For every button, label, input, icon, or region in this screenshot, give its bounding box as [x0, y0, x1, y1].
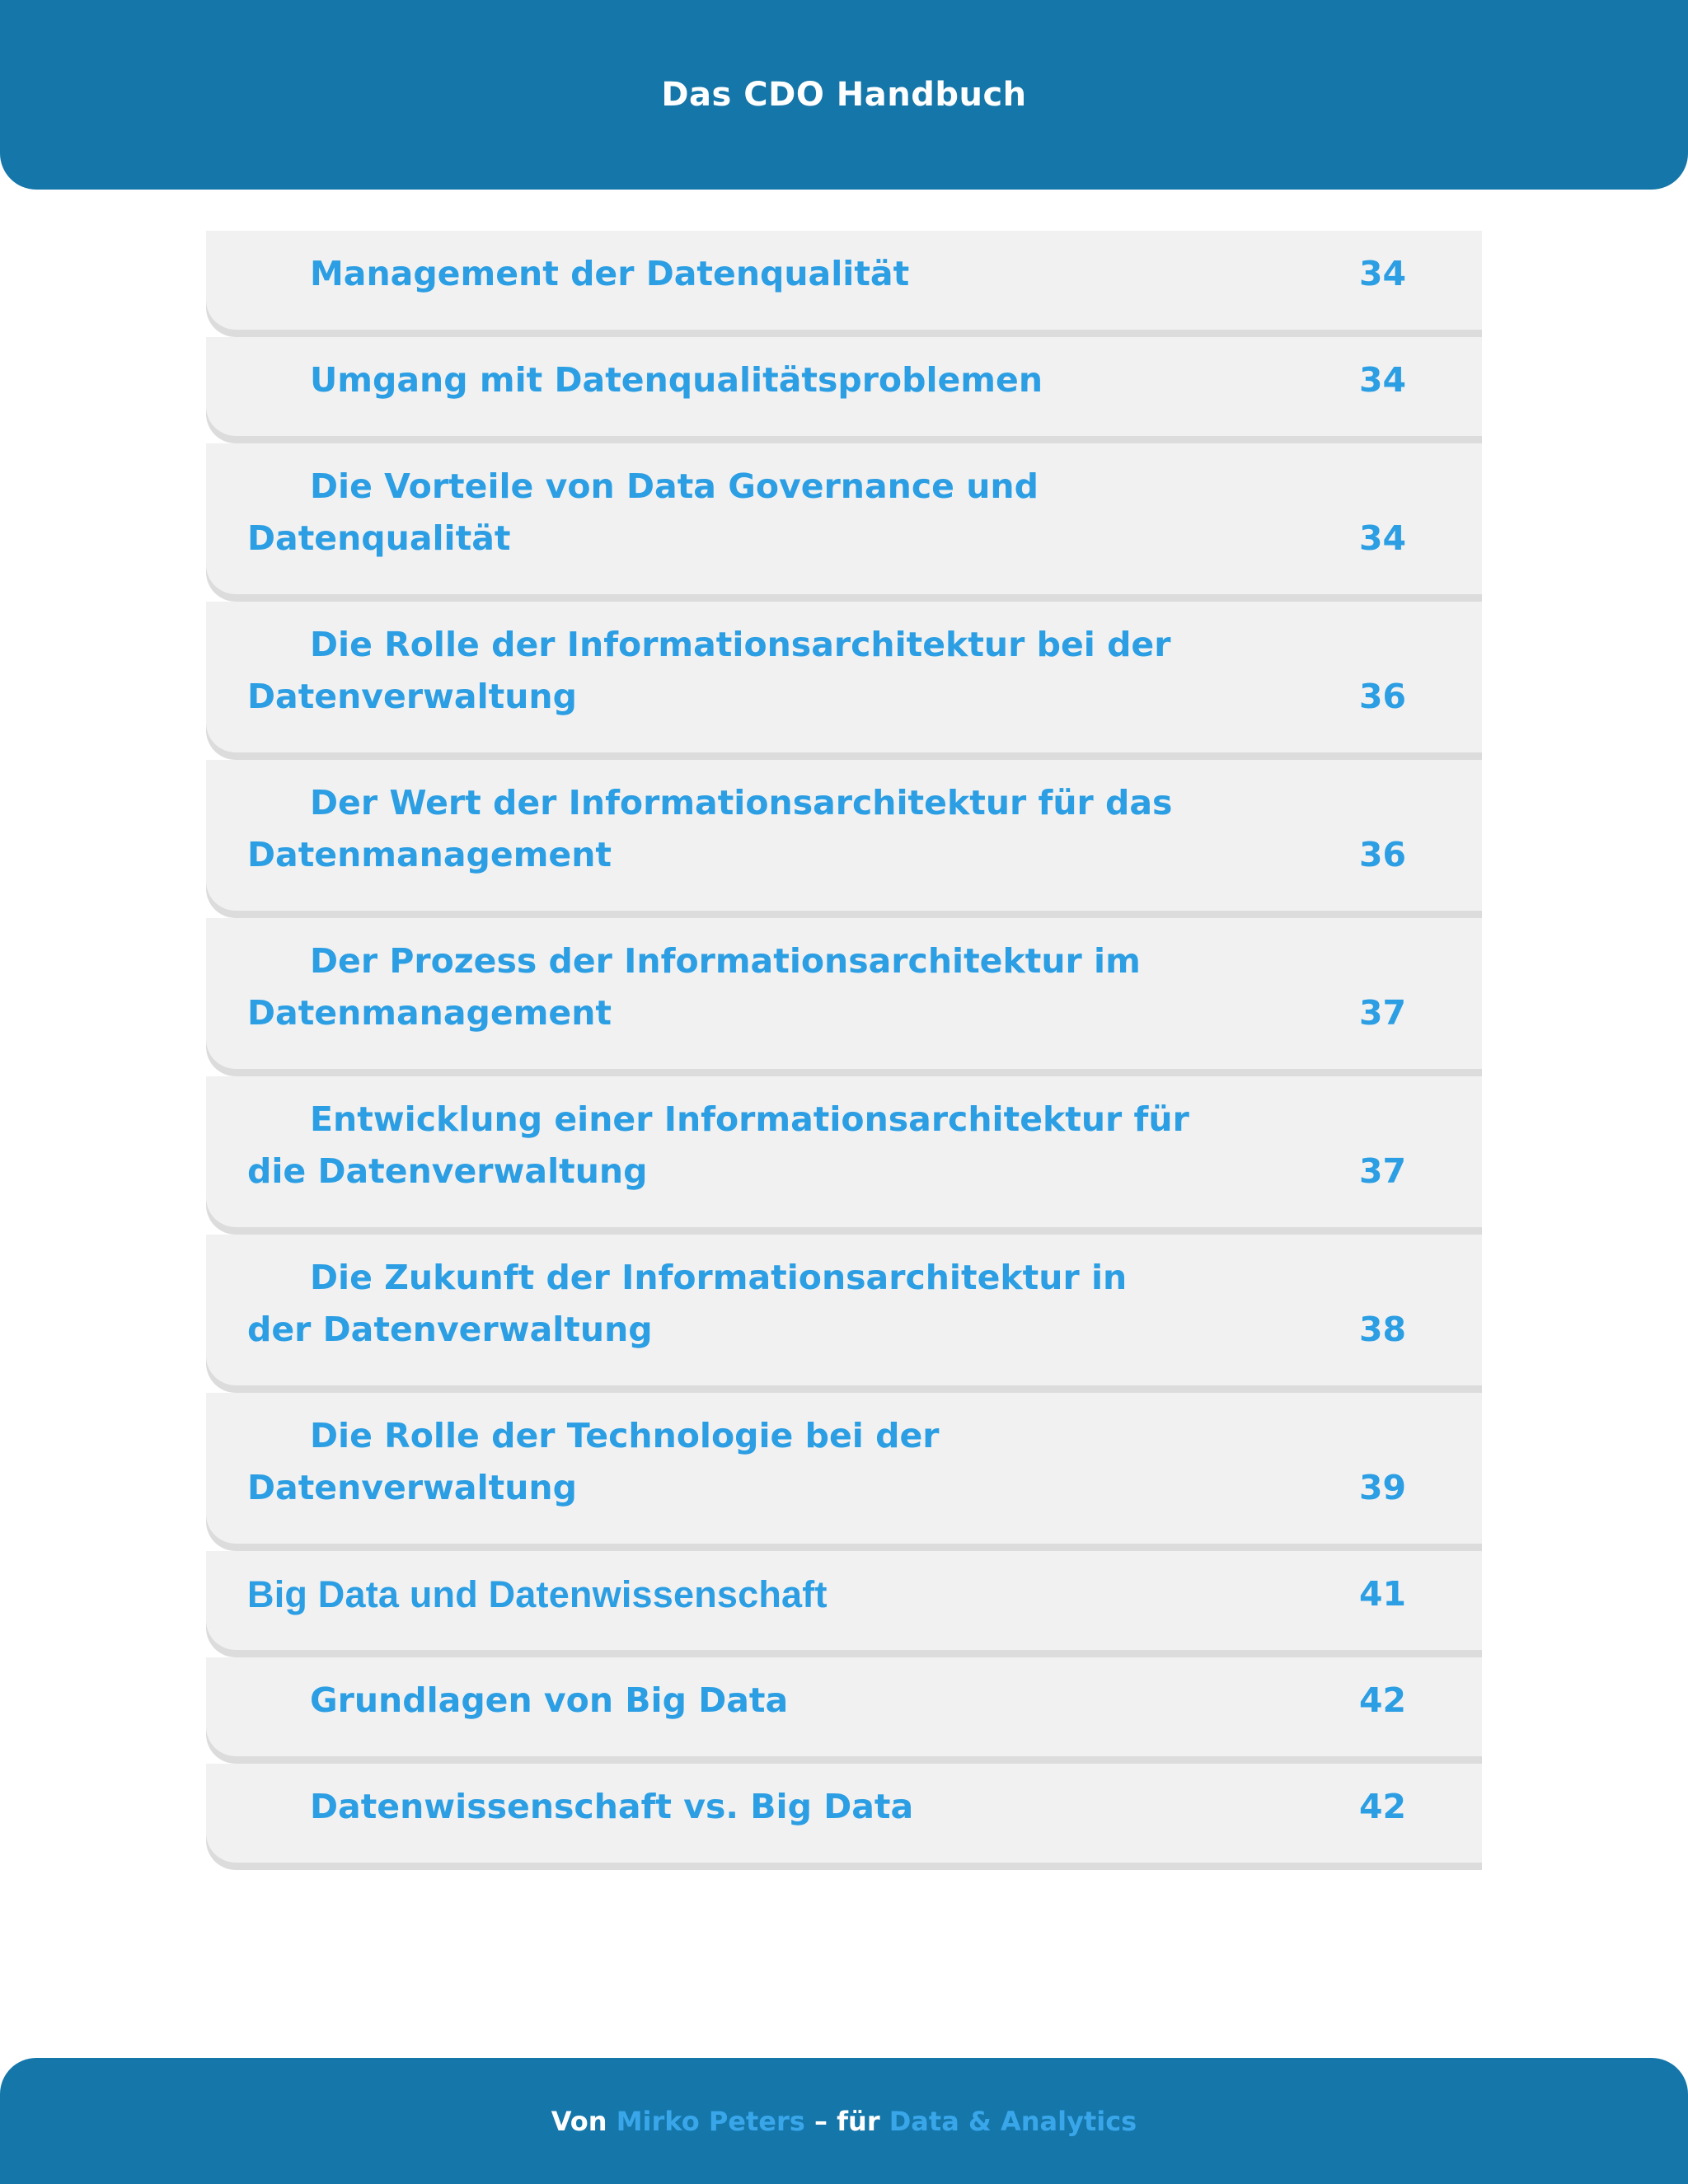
toc-entry-page: 42: [1358, 1680, 1406, 1720]
toc-entry-page: 41: [1358, 1574, 1406, 1614]
table-of-contents: [206, 231, 1482, 1870]
toc-entry-title: Entwicklung einer Informationsarchitektur für die Datenverwaltung: [247, 1099, 1189, 1191]
toc-entry-page: 34: [1358, 360, 1406, 400]
toc-entry-page: 38: [1358, 1310, 1406, 1349]
footer-prefix: Von: [551, 2105, 617, 2137]
toc-entry[interactable]: [206, 1657, 1482, 1756]
toc-entry[interactable]: [206, 1764, 1482, 1863]
toc-entry-page: 34: [1358, 518, 1406, 558]
toc-entry-page: 36: [1358, 835, 1406, 874]
toc-entry-title: Grundlagen von Big Data: [310, 1680, 789, 1720]
toc-entry[interactable]: [206, 1393, 1482, 1544]
toc-entry-page: 36: [1358, 677, 1406, 716]
toc-entry-page: 42: [1358, 1787, 1406, 1826]
document-title: Das CDO Handbuch: [661, 76, 1027, 114]
toc-entry[interactable]: [206, 760, 1482, 911]
page-footer: [0, 2058, 1688, 2184]
toc-entry-title: Die Vorteile von Data Governance und Datenqualität: [247, 466, 1039, 558]
toc-entry-title: Die Zukunft der Informationsarchitektur in der Datenverwaltung: [247, 1258, 1128, 1349]
toc-entry-title: Der Wert der Informationsarchitektur für das Datenmanagement: [247, 783, 1173, 874]
toc-entry-page: 37: [1358, 993, 1406, 1033]
toc-entry-title: Der Prozess der Informationsarchitektur im Datenmanagement: [247, 941, 1141, 1033]
toc-entry[interactable]: [206, 443, 1482, 594]
footer-middle: – für: [804, 2105, 889, 2137]
page-header: [0, 0, 1688, 190]
toc-entry-page: 39: [1358, 1468, 1406, 1507]
author-link[interactable]: Mirko Peters: [616, 2105, 805, 2137]
toc-chapter-entry[interactable]: [206, 1551, 1482, 1650]
toc-entry[interactable]: [206, 918, 1482, 1069]
toc-entry-title: Die Rolle der Technologie bei der Datenverwaltung: [247, 1416, 940, 1507]
toc-entry-page: 34: [1358, 254, 1406, 293]
toc-entry-title: Die Rolle der Informationsarchitektur bei der Datenverwaltung: [247, 625, 1171, 716]
toc-entry[interactable]: [206, 337, 1482, 436]
toc-entry-page: 37: [1358, 1151, 1406, 1191]
toc-entry[interactable]: [206, 1076, 1482, 1227]
toc-entry-title: Datenwissenschaft vs. Big Data: [310, 1787, 914, 1826]
toc-entry[interactable]: [206, 602, 1482, 752]
toc-chapter-title: Big Data und Datenwissenschaft: [247, 1573, 828, 1615]
toc-entry[interactable]: [206, 231, 1482, 330]
footer-credit: [551, 2106, 1137, 2137]
toc-entry-title: Umgang mit Datenqualitätsproblemen: [310, 360, 1043, 400]
brand-link[interactable]: Data & Analytics: [889, 2105, 1137, 2137]
toc-entry-title: Management der Datenqualität: [310, 254, 910, 293]
toc-entry[interactable]: [206, 1235, 1482, 1385]
